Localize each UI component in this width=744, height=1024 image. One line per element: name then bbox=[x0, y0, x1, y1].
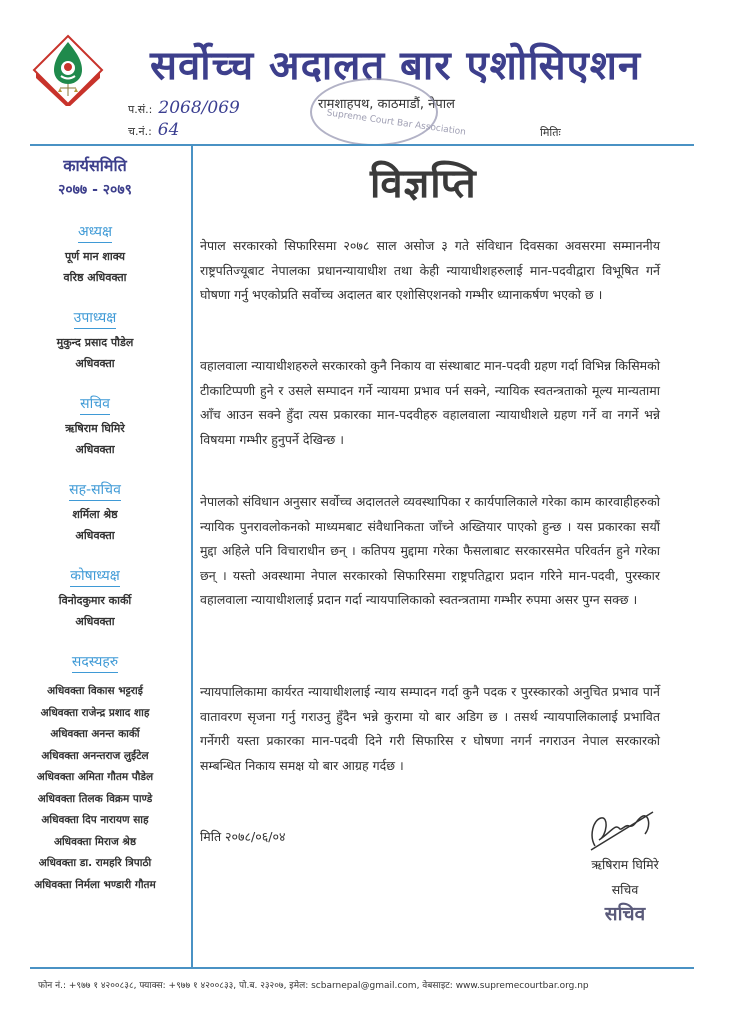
header-date-label: मितिः bbox=[540, 126, 561, 139]
members-title: सदस्यहरु bbox=[72, 652, 118, 673]
reference-number bbox=[128, 98, 240, 118]
role-title: सचिव bbox=[80, 394, 110, 415]
organization-name: सर्वोच्च अदालत बार एशोसिएशन bbox=[150, 43, 642, 89]
notice-date: मिति २०७८/०६/०४ bbox=[200, 829, 286, 844]
role-joint-secretary bbox=[0, 479, 190, 543]
notice-paragraph: नेपाल सरकारको सिफारिसमा २०७८ साल असोज ३ गते संविधान दिवसका अवसरमा सम्माननीय राष्ट्रपतिज्यूबाट नेपालका प्रधानन्यायाधीश तथा केही न्यायाधीशहरुलाई मान-पदवीद्वारा विभूषित गर्ने घोषणा गर्नु भएकोप्रति सर्वोच्च अदालत बार एशोसिएशनको गम्भीर ध्यानाकर्षण भएको छ । bbox=[200, 238, 660, 302]
designation-stamp: सचिव bbox=[604, 903, 646, 925]
dispatch-number-value: 64 bbox=[157, 120, 180, 140]
member-item: अधिवक्ता अनन्त कार्की bbox=[50, 728, 140, 740]
role-designation: अधिवक्ता bbox=[75, 615, 115, 628]
member-item: अधिवक्ता डा. रामहरि त्रिपाठी bbox=[38, 857, 152, 869]
member-item: अधिवक्ता तिलक विक्रम पाण्डे bbox=[37, 792, 153, 805]
role-secretary bbox=[0, 393, 190, 457]
role-designation: अधिवक्ता bbox=[75, 529, 115, 542]
notice-paragraph: नेपालको संविधान अनुसार सर्वोच्च अदालतले व्यवस्थापिका र कार्यपालिकाले गरेका काम कारवाहीहरुको न्यायिक पुनरावलोकनको माध्यमबाट संवैधानिकता जाँच्ने अख्तियार पाएको हुन्छ । यस प्रकारका सयौं मुद्दा अहिले पनि विचाराधीन छन् । कतिपय मुद्दामा गरेका फैसलाबाट सरकारसमेत परिवर्तन हुने गरेका छन् । यस्तो अवस्थामा नेपाल सरकारको सिफारिसमा राष्ट्रपतिद्वारा प्रदान गरिने मान-पदवी, पुरस्कार वहालवाला न्यायाधीशलाई प्रदान गर्दा न्यायपालिकाको स्वतन्त्रतामा गम्भीर रुपमा असर पुग्न सक्छ । bbox=[200, 494, 660, 607]
bar-association-logo bbox=[32, 34, 104, 106]
reference-number-value: 2068/069 bbox=[158, 98, 240, 118]
role-president bbox=[0, 221, 190, 285]
handwritten-signature bbox=[585, 806, 657, 854]
stamp-text: Supreme Court Bar Association bbox=[325, 108, 467, 138]
executive-committee-sidebar bbox=[0, 150, 190, 896]
office-stamp bbox=[310, 78, 467, 146]
role-title: कोषाध्यक्ष bbox=[70, 566, 120, 587]
sidebar-divider bbox=[191, 146, 193, 968]
members-list bbox=[0, 681, 190, 896]
notice-title: विज्ञप्ति bbox=[370, 161, 477, 207]
role-title: उपाध्यक्ष bbox=[74, 308, 117, 329]
role-name: विनोदकुमार कार्की bbox=[58, 594, 132, 607]
member-item: अधिवक्ता दिप नारायण साह bbox=[41, 814, 149, 826]
role-name: शर्मिला श्रेष्ठ bbox=[72, 508, 118, 521]
dispatch-number-label: च.नं.: bbox=[128, 125, 152, 138]
signer-name: ऋषिराम घिमिरे bbox=[591, 857, 659, 872]
member-item: अधिवक्ता अमिता गौतम पौडेल bbox=[36, 771, 154, 783]
role-title: अध्यक्ष bbox=[78, 222, 112, 243]
notice-paragraph: न्यायपालिकामा कार्यरत न्यायाधीशलाई न्याय सम्पादन गर्दा कुनै पदक र पुरस्कारको अनुचित प्रभाव पार्ने वातावरण सृजना गर्नु गराउनु हुँदैन भन्ने कुरामा यो बार अडिग छ । तसर्थ न्यायपालिकालाई प्रभावित गर्नेगरी यस्ता प्रकारका मान-पदवी दिने गरी सिफारिस र घोषणा नगर्न नगराउन नेपाल सरकारको सम्बन्धित निकाय समक्ष यो बार आग्रह गर्दछ । bbox=[200, 684, 660, 773]
member-item: अधिवक्ता निर्मला भण्डारी गौतम bbox=[34, 878, 156, 891]
footer-contact: फोन नं.: +९७७ १ ४२००८३८, फ्याक्स: +९७७ १ ४२००८३३, पो.ब. २३२०७, इमेल: scbarnepal@gmail.com, वेबसाइट: www.supremecourtbar.org.np bbox=[38, 981, 589, 991]
role-designation: अधिवक्ता bbox=[75, 443, 115, 456]
header-divider bbox=[30, 144, 694, 146]
role-name: मुकुन्द प्रसाद पौडेल bbox=[56, 336, 134, 349]
reference-number-label: प.सं.: bbox=[128, 103, 153, 116]
role-treasurer bbox=[0, 565, 190, 629]
footer-divider bbox=[30, 967, 694, 969]
role-name: पूर्ण मान शाक्य bbox=[65, 250, 125, 263]
role-vice-president bbox=[0, 307, 190, 371]
role-designation: अधिवक्ता bbox=[75, 357, 115, 370]
member-item: अधिवक्ता अनन्तराज लुईंटेल bbox=[41, 749, 149, 762]
signer-title: सचिव bbox=[611, 882, 639, 897]
organization-address: रामशाहपथ, काठमाडौं, नेपाल bbox=[318, 97, 455, 112]
committee-years: २०७७ - २०७९ bbox=[58, 182, 132, 198]
member-item: अधिवक्ता मिराज श्रेष्ठ bbox=[53, 835, 137, 848]
committee-title: कार्यसमिति bbox=[63, 156, 127, 175]
role-name: ऋषिराम घिमिरे bbox=[65, 422, 125, 435]
member-item: अधिवक्ता विकास भट्टराई bbox=[47, 685, 143, 697]
role-title: सह-सचिव bbox=[69, 480, 121, 501]
members-section bbox=[0, 651, 190, 896]
dispatch-number bbox=[128, 120, 179, 140]
member-item: अधिवक्ता राजेन्द्र प्रशाद शाह bbox=[40, 706, 150, 719]
notice-paragraph: वहालवाला न्यायाधीशहरुले सरकारको कुनै निकाय वा संस्थाबाट मान-पदवी ग्रहण गर्दा विभिन्न किसिमको टीकाटिप्पणी हुने र उसले सम्पादन गर्ने न्यायमा प्रभाव पर्न सक्ने, न्यायिक स्वतन्त्रताको मूल्य मान्यतामा आँच आउन सक्ने हुँदा त्यस प्रकारका मान-पदवीहरु वहालवाला न्यायाधीशले ग्रहण गर्ने वा नगर्ने भन्ने विषयमा गम्भीर हुनुपर्ने देखिन्छ । bbox=[200, 358, 660, 447]
role-designation: वरिष्ठ अधिवक्ता bbox=[63, 271, 127, 284]
